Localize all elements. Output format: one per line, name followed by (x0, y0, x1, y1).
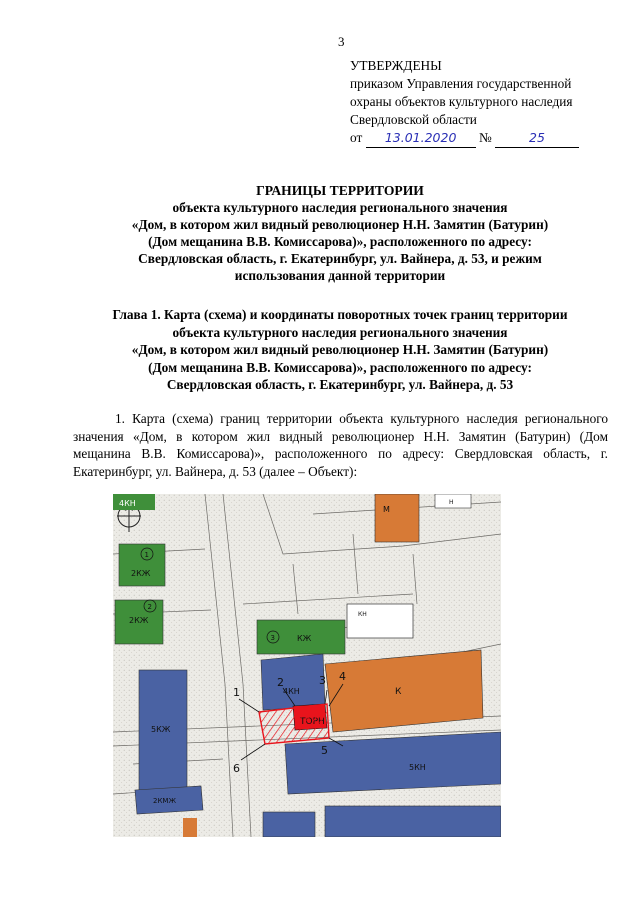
building-4kn (261, 654, 325, 710)
building-blue-bottom-left (263, 812, 315, 837)
building-label-2kzh-b: 2КЖ (129, 616, 149, 625)
building-label-2kzh-a: 2КЖ (131, 569, 151, 578)
building-circle-label-3: 3 (270, 634, 275, 642)
building-blue-bottom (325, 806, 501, 837)
building-kn (347, 604, 413, 638)
building-label-2kmzh: 2КМЖ (153, 797, 177, 805)
building-label-5kzh: 5КЖ (151, 725, 171, 734)
title-line-4: (Дом мещанина В.В. Комиссарова)», расположенного по адресу: (148, 234, 532, 249)
point-label-1: 1 (233, 686, 240, 699)
boundary-map (113, 494, 501, 837)
building-label-n: Н (449, 499, 454, 506)
building-label-4kh: 4КН (119, 499, 136, 508)
chapter-line-2: объекта культурного наследия регионального значения (172, 324, 508, 340)
title-line-6: использования данной территории (234, 268, 446, 283)
point-label-2: 2 (277, 676, 284, 689)
building-circle-label-2: 2 (147, 603, 152, 611)
building-label-5kn: 5КН (409, 763, 426, 772)
chapter-line-5: Свердловская область, г. Екатеринбург, ул. Вайнера, д. 53 (166, 377, 514, 392)
approval-line-3: Свердловской области (350, 112, 477, 127)
document-title (70, 182, 610, 284)
approval-heading: УТВЕРЖДЕНЫ (350, 58, 442, 73)
title-line-1: ГРАНИЦЫ ТЕРРИТОРИИ (256, 183, 424, 198)
approval-date-line (350, 129, 579, 148)
building-label-m: М (383, 505, 390, 514)
approval-line-2: охраны объектов культурного наследия (350, 94, 573, 109)
chapter-line-1: Глава 1. Карта (схема) и координаты поворотных точек границ территории (112, 307, 568, 322)
building-label-kn: КН (358, 611, 367, 618)
building-circle-label-1: 1 (144, 551, 149, 559)
chapter-line-4: (Дом мещанина В.В. Комиссарова)», расположенного по адресу: (148, 359, 532, 375)
building-k (325, 650, 483, 732)
number-prefix: № (478, 130, 492, 145)
date-value: 13.01.2020 (384, 130, 457, 145)
paragraph-1: 1. Карта (схема) границ территории объекта культурного наследия регионального значения «Дом, в котором жил видный революционер Н.Н. Замятин (Батурин) (Дом мещанина В.В. Комиссарова)», расположенного по адресу: Свердловская область, г. Екатеринбург, ул. Вайнера, д. 53 (далее – Объект): (73, 411, 608, 479)
title-line-3: «Дом, в котором жил видный революционер Н.Н. Замятин (Батурин) (131, 217, 549, 232)
building-label-kzh: КЖ (297, 634, 312, 643)
building-m (375, 494, 419, 542)
building-label-k: К (395, 687, 402, 697)
title-line-5: Свердловская область, г. Екатеринбург, ул. Вайнера, д. 53, и режим (138, 251, 542, 266)
date-prefix: от (350, 130, 363, 145)
page-number: 3 (338, 34, 345, 49)
chapter-line-3: «Дом, в котором жил видный революционер Н.Н. Замятин (Батурин) (131, 342, 549, 357)
point-label-6: 6 (233, 762, 240, 775)
building-label-4kn: 4КН (283, 687, 300, 696)
approval-block (350, 57, 579, 148)
point-label-5: 5 (321, 744, 328, 757)
approval-line-1: приказом Управления государственной (350, 76, 572, 91)
number-value: 25 (529, 130, 545, 145)
chapter-heading (70, 306, 610, 394)
building-orange-small (183, 818, 197, 837)
point-label-4: 4 (339, 670, 346, 683)
title-line-2: объекта культурного наследия регионального значения (172, 200, 508, 215)
point-label-3: 3 (319, 674, 326, 687)
